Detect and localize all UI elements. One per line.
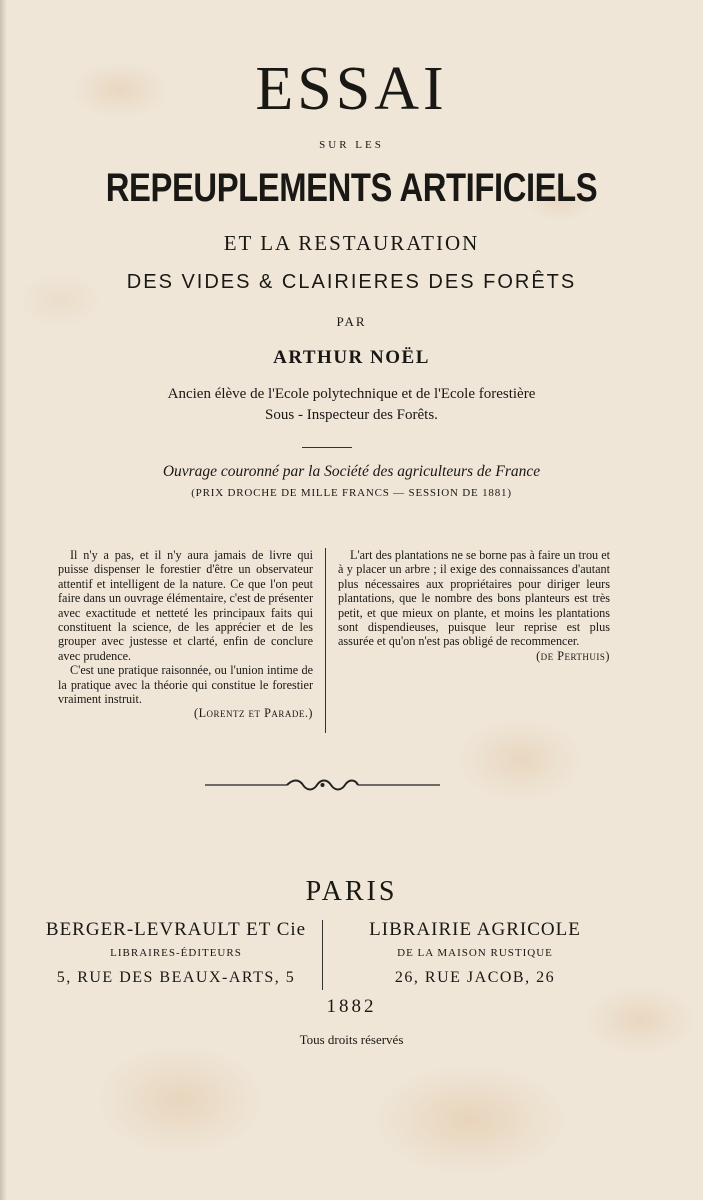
publisher-right-address: 26, RUE JACOB, 26 xyxy=(394,969,556,986)
publisher-left xyxy=(30,918,322,988)
author-credential-1: Ancien élève de l'Ecole polytechnique et de l'Ecole forestière xyxy=(167,386,536,402)
publisher-right-name: LIBRAIRIE AGRICOLE xyxy=(369,919,581,940)
prize-note: (PRIX DROCHE DE MILLE FRANCS — SESSION DE 1881) xyxy=(191,487,512,499)
book-title: ESSAI xyxy=(255,55,448,123)
quote-left xyxy=(58,548,313,721)
author-name: ARTHUR NOËL xyxy=(273,347,430,368)
subtitle-line-1: ET LA RESTAURATION xyxy=(223,231,480,255)
publisher-right-role: DE LA MAISON RUSTIQUE xyxy=(397,947,553,959)
quote-right-paragraph-1: L'art des plantations ne se borne pas à faire un trou et à y placer un arbre ; il exige des connaissances d'autant plus nécessaires aux propriétaires pour diriger leurs plantations, que le nombre des bons planteurs est très petit, et que mieux on plante, et moins les plantations sont dispendieuses, puisque leur reprise est plus assurée et qu'on n'est pas obligé de recommencer. xyxy=(338,548,610,649)
author-credential-2: Sous - Inspecteur des Forêts. xyxy=(265,407,438,423)
ornamental-rule xyxy=(205,775,440,795)
award-note: Ouvrage couronné par la Société des agriculteurs de France xyxy=(162,463,541,480)
rights-notice: Tous droits réservés xyxy=(299,1032,404,1047)
quote-left-attribution: (Lorentz et Parade.) xyxy=(194,706,313,721)
quote-column-divider xyxy=(325,548,326,733)
publication-year: 1882 xyxy=(326,996,377,1017)
epigraph-quotes xyxy=(0,548,703,738)
main-title: REPEUPLEMENTS ARTIFICIELS xyxy=(105,166,598,210)
par-label: PAR xyxy=(336,314,367,329)
publisher-left-address: 5, RUE DES BEAUX-ARTS, 5 xyxy=(56,969,296,986)
city: PARIS xyxy=(305,876,398,907)
publisher-divider xyxy=(322,920,323,990)
short-rule-divider xyxy=(302,447,352,448)
quote-right-attribution: (de Perthuis) xyxy=(536,648,610,663)
publisher-left-role: LIBRAIRES-ÉDITEURS xyxy=(110,947,242,959)
sur-les-label: SUR LES xyxy=(319,139,384,151)
subtitle-line-2: DES VIDES & CLAIRIERES DES FORÊTS xyxy=(126,271,577,293)
quote-right xyxy=(338,548,610,663)
quote-left-paragraph-2: C'est une pratique raisonnée, ou l'union intime de la pratique avec la théorie qui constitue le forestier vraiment instruit. xyxy=(58,663,313,707)
publisher-left-name: BERGER-LEVRAULT ET Cie xyxy=(45,919,307,940)
quote-left-paragraph-1: Il n'y a pas, et il n'y aura jamais de livre qui puisse dispenser le forestier d'être un observateur attentif et intelligent de la nature. Ce que l'on peut faire dans un ouvrage élémentaire, c'est de présenter avec exactitude et netteté les principaux faits qui constituent la science, de les apprécier et de les grouper avec justesse et clarté, enfin de conclure avec prudence. xyxy=(58,548,313,663)
publisher-right xyxy=(330,918,620,988)
